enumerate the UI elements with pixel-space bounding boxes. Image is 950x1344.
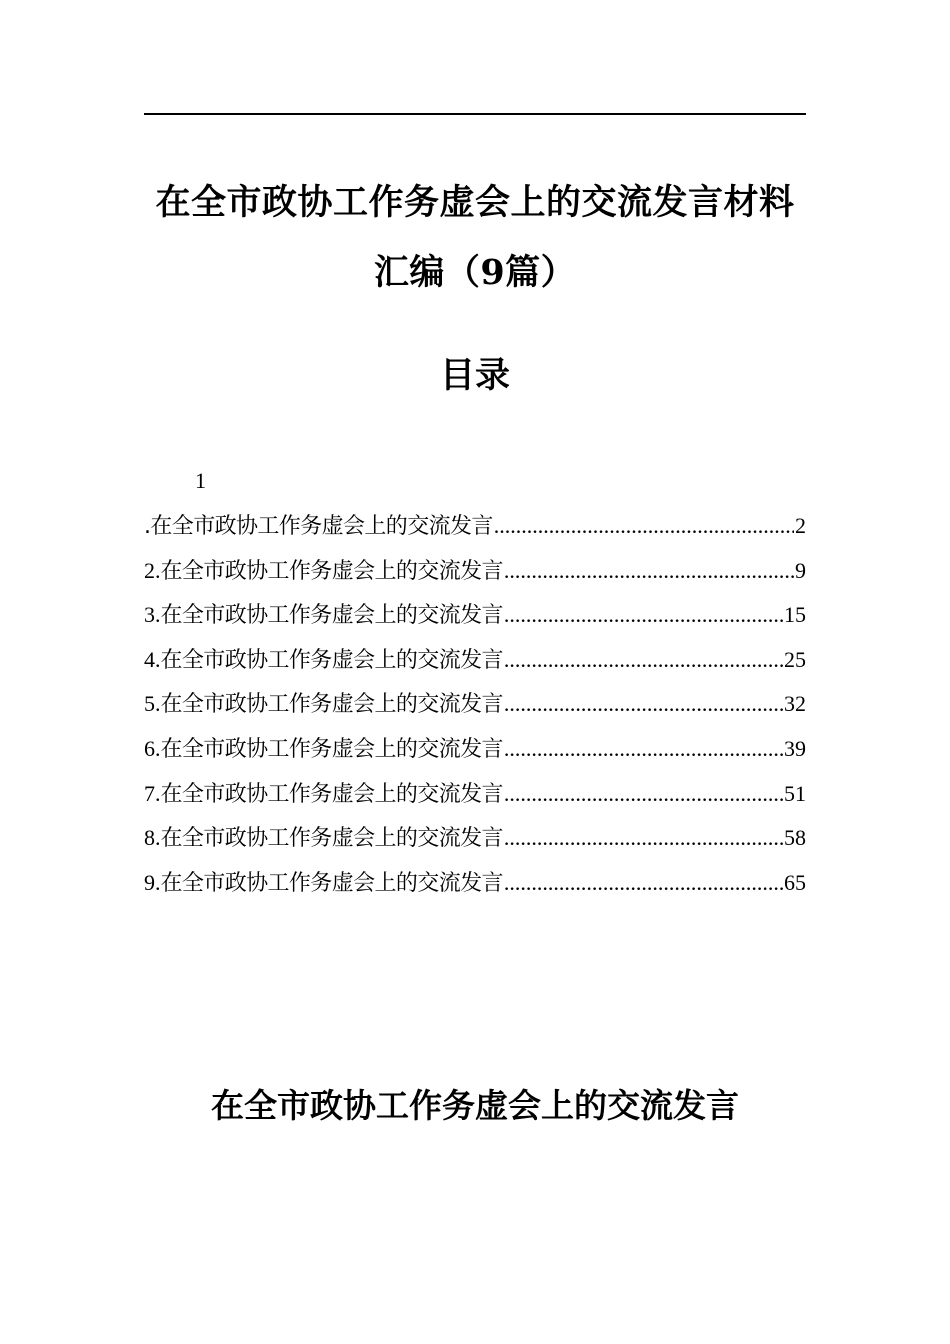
toc-entry-number: 3.	[144, 602, 161, 628]
toc-entry-number: 4.	[144, 646, 161, 672]
toc-entry-number: 7.	[144, 780, 161, 806]
toc-entry-text: 在全市政协工作务虚会上的交流发言	[160, 781, 503, 807]
toc-leader-dots	[504, 776, 783, 812]
toc-entry-7[interactable]	[144, 776, 806, 821]
toc-entry-text: 在全市政协工作务虚会上的交流发言	[160, 870, 503, 896]
document-title	[144, 168, 806, 308]
toc-leader-dots	[504, 642, 783, 678]
toc-leader-dots	[504, 597, 783, 633]
document-title-line-1: 在全市政协工作务虚会上的交流发言材料	[155, 182, 795, 223]
toc-entry-text: 在全市政协工作务虚会上的交流发言	[160, 647, 503, 673]
toc-entry-page: 65	[784, 869, 806, 895]
toc-entry-number: 8.	[144, 825, 161, 851]
toc-leader-dots	[504, 865, 783, 901]
toc-entry-number: 2.	[144, 557, 161, 583]
toc-entry-text: 在全市政协工作务虚会上的交流发言	[160, 736, 503, 762]
toc-leader-dots	[494, 508, 794, 544]
toc-entry-5[interactable]	[144, 686, 806, 731]
toc-list	[144, 508, 806, 909]
toc-leader-dots	[504, 553, 794, 589]
toc-entry-text: 在全市政协工作务虚会上的交流发言	[160, 826, 503, 852]
toc-entry-6[interactable]	[144, 731, 806, 776]
toc-leader-dots	[504, 731, 783, 767]
toc-entry-text: 在全市政协工作务虚会上的交流发言	[160, 558, 503, 584]
toc-entry-9[interactable]	[144, 865, 806, 910]
toc-entry-page: 51	[784, 780, 806, 806]
toc-entry-page: 32	[784, 691, 806, 717]
toc-entry-8[interactable]	[144, 820, 806, 865]
toc-entry-text: 在全市政协工作务虚会上的交流发言	[160, 603, 503, 629]
toc-entry-3[interactable]	[144, 597, 806, 642]
top-rule	[144, 113, 806, 115]
toc-entry-page: 2	[795, 513, 806, 538]
toc-entry-text: .在全市政协工作务虚会上的交流发言	[144, 514, 493, 539]
toc-entry-text: 在全市政协工作务虚会上的交流发言	[160, 692, 503, 718]
toc-leader-dots	[504, 820, 783, 856]
toc-entry-number: 5.	[144, 691, 161, 717]
toc-entry-4[interactable]	[144, 642, 806, 687]
toc-entry-2[interactable]	[144, 553, 806, 598]
toc-leader-dots	[504, 686, 783, 722]
toc-entry-number: 9.	[144, 869, 161, 895]
toc-entry-number: 6.	[144, 735, 161, 761]
toc-entry-page: 25	[784, 646, 806, 672]
toc-entry-page: 39	[784, 735, 806, 761]
toc-entry-page: 9	[795, 557, 806, 583]
toc-heading: 目录	[439, 355, 510, 396]
section-heading: 在全市政协工作务虚会上的交流发言	[211, 1086, 739, 1125]
toc-first-number: 1	[195, 468, 206, 493]
toc-entry-page: 58	[784, 825, 806, 851]
toc-entry-page: 15	[784, 602, 806, 628]
document-title-line-2: 汇编（9篇）	[373, 252, 577, 293]
toc-entry-1[interactable]	[144, 508, 806, 553]
